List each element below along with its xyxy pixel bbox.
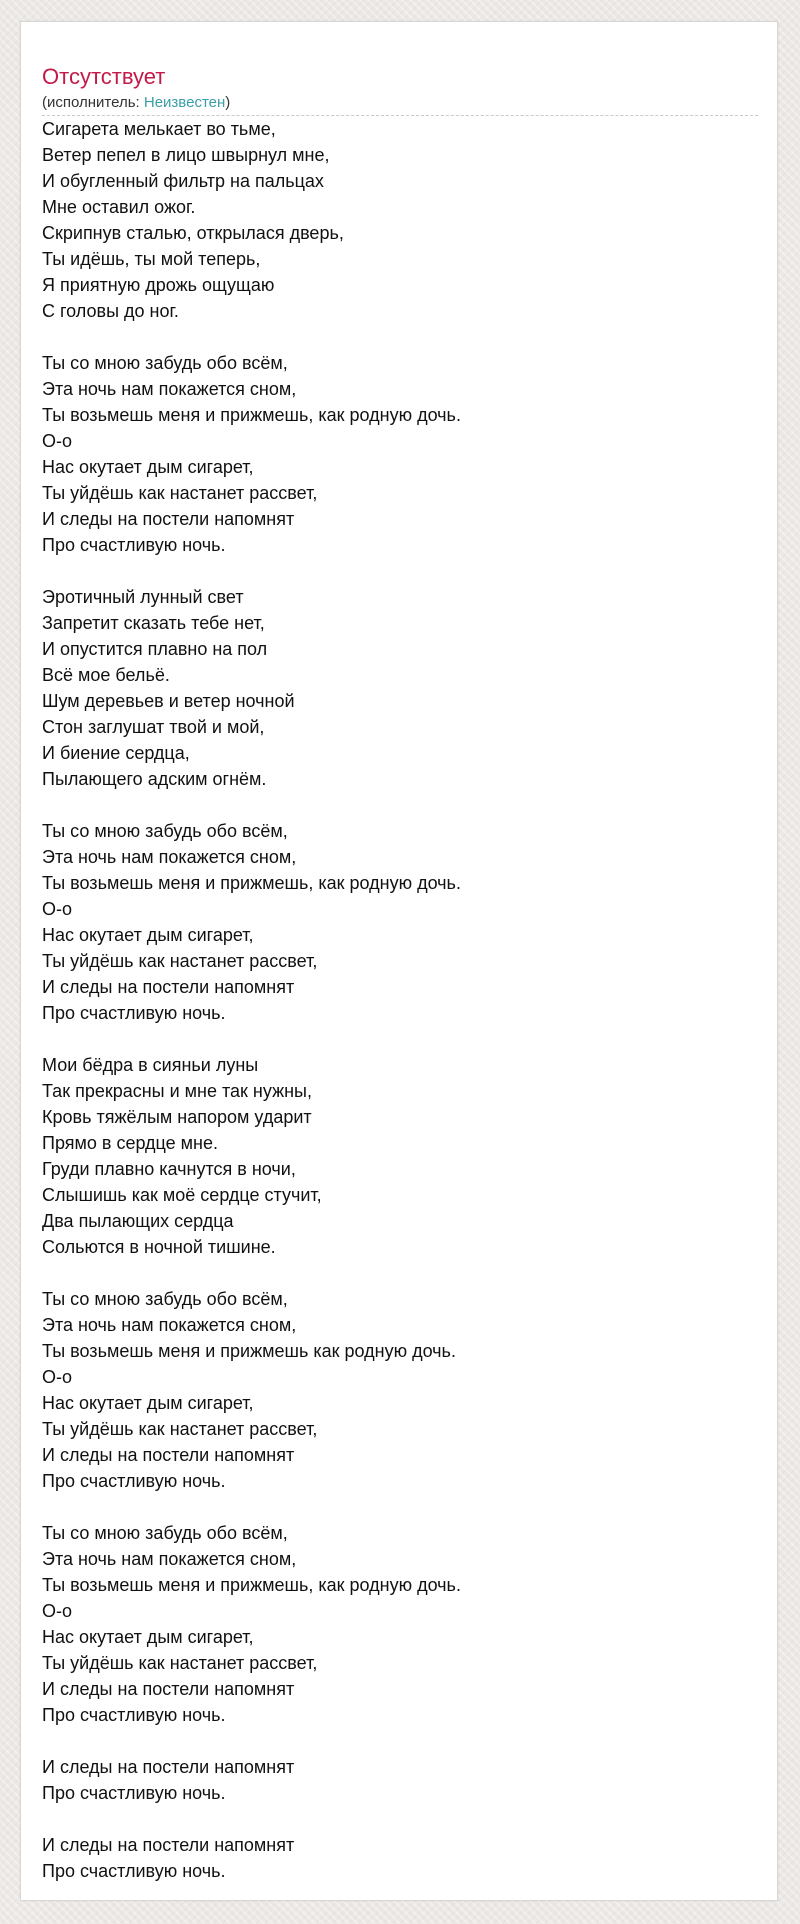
lyric-line: И опустится плавно на пол xyxy=(42,639,268,659)
song-header xyxy=(42,42,758,116)
lyric-line: И следы на постели напомнят xyxy=(42,1757,295,1777)
lyrics-text xyxy=(42,116,742,1910)
lyric-line: О-о xyxy=(42,899,73,919)
lyric-line: Всё мое бельё. xyxy=(42,665,170,685)
lyric-line: Про счастливую ночь. xyxy=(42,1783,226,1803)
lyric-line: Эта ночь нам покажется сном, xyxy=(42,847,297,867)
lyric-line: О-о xyxy=(42,1367,73,1387)
lyric-line: И обугленный фильтр на пальцах xyxy=(42,171,324,191)
lyric-line: Груди плавно качнутся в ночи, xyxy=(42,1159,296,1179)
lyric-line: И следы на постели напомнят xyxy=(42,1679,295,1699)
lyric-line: Нас окутает дым сигарет, xyxy=(42,1627,254,1647)
lyric-line: Эта ночь нам покажется сном, xyxy=(42,379,297,399)
lyric-line: С головы до ног. xyxy=(42,301,179,321)
lyric-line: И биение сердца, xyxy=(42,743,190,763)
lyric-line: Нас окутает дым сигарет, xyxy=(42,925,254,945)
song-title: Отсутствует xyxy=(42,64,166,89)
lyric-line: Ты уйдёшь как настанет рассвет, xyxy=(42,483,318,503)
lyric-line: Ты идёшь, ты мой теперь, xyxy=(42,249,261,269)
lyric-line: Шум деревьев и ветер ночной xyxy=(42,691,295,711)
lyric-line: Слышишь как моё сердце стучит, xyxy=(42,1185,322,1205)
lyric-line: Ты уйдёшь как настанет рассвет, xyxy=(42,1653,318,1673)
lyric-line: Про счастливую ночь. xyxy=(42,1003,226,1023)
lyric-line: Эта ночь нам покажется сном, xyxy=(42,1549,297,1569)
lyric-line: Ветер пепел в лицо швырнул мне, xyxy=(42,145,330,165)
lyric-line: И следы на постели напомнят xyxy=(42,1835,295,1855)
lyrics-stanza xyxy=(42,1832,742,1884)
lyric-line: Сигарета мелькает во тьме, xyxy=(42,119,276,139)
lyrics-stanza xyxy=(42,350,742,558)
lyric-line: Нас окутает дым сигарет, xyxy=(42,1393,254,1413)
lyric-line: Ты со мною забудь обо всём, xyxy=(42,1523,288,1543)
performer-prefix: (исполнитель: xyxy=(42,94,144,111)
lyric-line: Два пылающих сердца xyxy=(42,1211,234,1231)
lyric-line: Ты возьмешь меня и прижмешь, как родную дочь. xyxy=(42,1575,461,1595)
lyric-line: Эта ночь нам покажется сном, xyxy=(42,1315,297,1335)
lyric-line: Ты возьмешь меня и прижмешь, как родную дочь. xyxy=(42,873,461,893)
lyric-line: Скрипнув сталью, открылася дверь, xyxy=(42,223,344,243)
lyric-line: Стон заглушат твой и мой, xyxy=(42,717,265,737)
lyric-line: Ты возьмешь меня и прижмешь, как родную дочь. xyxy=(42,405,461,425)
lyric-line: Про счастливую ночь. xyxy=(42,1861,226,1881)
lyric-line: Я приятную дрожь ощущаю xyxy=(42,275,275,295)
lyric-line: Ты со мною забудь обо всём, xyxy=(42,353,288,373)
performer-suffix: ) xyxy=(225,94,231,111)
lyric-line: Про счастливую ночь. xyxy=(42,1705,226,1725)
lyric-line: Ты возьмешь меня и прижмешь как родную дочь. xyxy=(42,1341,456,1361)
lyric-line: И следы на постели напомнят xyxy=(42,1445,295,1465)
lyric-line: О-о xyxy=(42,1601,73,1621)
lyric-line: Ты уйдёшь как настанет рассвет, xyxy=(42,951,318,971)
lyrics-stanza xyxy=(42,1286,742,1494)
lyric-line: Ты со мною забудь обо всём, xyxy=(42,821,288,841)
lyric-line: Прямо в сердце мне. xyxy=(42,1133,219,1153)
lyrics-stanza xyxy=(42,116,742,324)
lyric-line: Нас окутает дым сигарет, xyxy=(42,457,254,477)
lyric-line: Мои бёдра в сияньи луны xyxy=(42,1055,259,1075)
lyrics-stanza xyxy=(42,584,742,792)
lyrics-stanza xyxy=(42,1520,742,1728)
lyric-line: Мне оставил ожог. xyxy=(42,197,196,217)
lyric-line: О-о xyxy=(42,431,73,451)
lyrics-card xyxy=(20,21,778,1901)
lyrics-stanza xyxy=(42,818,742,1026)
lyrics-stanza xyxy=(42,1052,742,1260)
lyric-line: Так прекрасны и мне так нужны, xyxy=(42,1081,312,1101)
lyric-line: Про счастливую ночь. xyxy=(42,535,226,555)
lyric-line: Ты уйдёшь как настанет рассвет, xyxy=(42,1419,318,1439)
lyric-line: Кровь тяжёлым напором ударит xyxy=(42,1107,312,1127)
lyric-line: Пылающего адским огнём. xyxy=(42,769,267,789)
performer-line xyxy=(42,94,230,112)
lyric-line: Эротичный лунный свет xyxy=(42,587,244,607)
lyric-line: Ты со мною забудь обо всём, xyxy=(42,1289,288,1309)
lyric-line: Про счастливую ночь. xyxy=(42,1471,226,1491)
lyrics-stanza xyxy=(42,1754,742,1806)
lyric-line: Запретит сказать тебе нет, xyxy=(42,613,265,633)
lyric-line: И следы на постели напомнят xyxy=(42,509,295,529)
lyric-line: И следы на постели напомнят xyxy=(42,977,295,997)
lyric-line: Сольются в ночной тишине. xyxy=(42,1237,276,1257)
performer-link[interactable]: Неизвестен xyxy=(143,94,226,111)
